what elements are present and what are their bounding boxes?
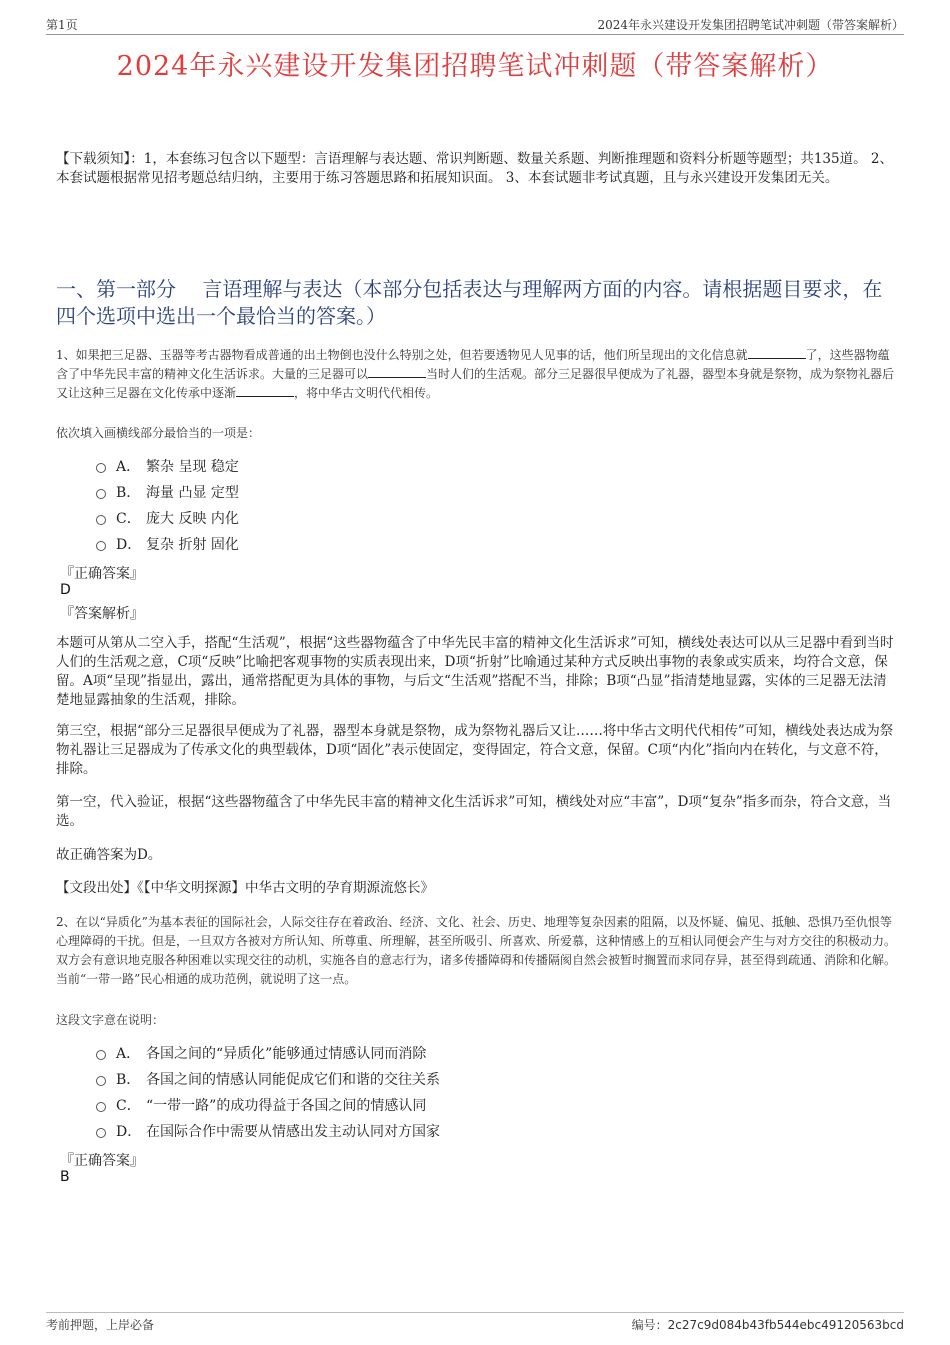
page-header (46, 14, 904, 35)
correct-answer-label: 『正确答案』 (60, 1153, 144, 1169)
source-citation: 【文段出处】《【中华文明探源】中华古文明的孕育期源流悠长》 (56, 880, 434, 896)
option-c[interactable]: C． 庞大 反映 内化 (96, 505, 239, 531)
option-a[interactable]: A． 各国之间的“异质化”能够通过情感认同而消除 (96, 1040, 440, 1066)
option-d[interactable]: D． 在国际合作中需要从情感出发主动认同对方国家 (96, 1118, 440, 1144)
option-a[interactable]: A． 繁杂 呈现 稳定 (96, 453, 239, 479)
section-heading: 一、第一部分 言语理解与表达（本部分包括表达与理解两方面的内容。请根据题目要求，在四个选项中选出一个最恰当的答案。） (56, 277, 883, 328)
radio-icon[interactable] (96, 1050, 106, 1060)
option-d[interactable]: D． 复杂 折射 固化 (96, 531, 239, 557)
option-b[interactable]: B． 海量 凸显 定型 (96, 479, 239, 505)
question-2-text: 2、在以“异质化”为基本表征的国际社会，人际交往存在着政治、经济、文化、社会、历史、地理等复杂因素的阻隔，以及怀疑、偏见、抵触、恐惧乃至仇恨等心理障碍的干扰。但是，一旦双方各被对方所认知、所尊重、所理解，甚至所吸引、所喜欢、所爱慕，这种情感上的互相认同便会产生与对方交往的积极动力。双方会有意识地克服各种困难以实现交往的动机，实施各自的意志行为，诸多传播障碍和传播隔阂自然会被暂时搁置而求同存异，甚至得到疏通、消除和化解。当前“一带一路”民心相通的成功范例，就说明了这一点。 (56, 915, 897, 986)
correct-answer-value: D (60, 582, 71, 598)
answer-blank (236, 384, 294, 397)
correct-answer-value: B (60, 1169, 70, 1185)
radio-icon[interactable] (96, 1076, 106, 1086)
analysis-paragraph: 第三空，根据“部分三足器很早便成为了礼器，器型本身就是祭物，成为祭物礼器后又让……将中华古文明代代相传”可知，横线处表达成为祭物礼器让三足器成为了传承文化的典型载体，D项“固化”表示使固定，变得固定，符合文意，保留。C项“内化”指向内在转化，与文意不符，排除。 (56, 723, 894, 777)
analysis-label: 『答案解析』 (60, 606, 144, 622)
analysis-paragraph: 本题可从第从二空入手，搭配“生活观”，根据“这些器物蕴含了中华先民丰富的精神文化生活诉求”可知，横线处表达可以从三足器中看到当时人们的生活观之意，C项“反映”比喻把客观事物的实质表现出来，D项“折射”比喻通过某种方式反映出事物的表象或实质来，均符合文意，保留。A项“呈现”指显出，露出，通常搭配更为具体的事物，与后文“生活观”搭配不当，排除；B项“凸显”指清楚地显露，实体的三足器无法清楚地显露抽象的生活观，排除。 (56, 635, 894, 708)
header-doc-title: 2024年永兴建设开发集团招聘笔试冲刺题（带答案解析） (597, 18, 904, 32)
answer-blank (368, 365, 426, 378)
page-number: 第1页 (46, 18, 78, 32)
analysis-conclusion: 故正确答案为D。 (56, 847, 162, 863)
radio-icon[interactable] (96, 1102, 106, 1112)
download-notice: 【下载须知】：1，本套练习包含以下题型：言语理解与表达题、常识判断题、数量关系题、判断推理题和资料分析题等题型；共135道。 2、本套试题根据常见招考题总结归纳，主要用于练习答题思路和拓展知识面。 3、本套试题非考试真题，且与永兴建设开发集团无关。 (56, 151, 893, 186)
question-2-lead: 这段文字意在说明： (56, 1013, 165, 1027)
radio-icon[interactable] (96, 541, 106, 551)
answer-blank (748, 346, 806, 359)
correct-answer-label: 『正确答案』 (60, 566, 144, 582)
question-1-text: 1、如果把三足器、玉器等考古器物看成普通的出土物倒也没什么特别之处，但若要透物见人见事的话，他们所呈现出的文化信息就 了，这些器物蕴含了中华先民丰富的精神文化生活诉求。大量的三足器可以 当时人们的生活观。部分三足器很早便成为了礼器，器型本身就是祭物，成为祭物礼器后又让这种三足器在文化传承中逐渐 ，将中华古文明代代相传。 (56, 348, 895, 400)
question-2-options (96, 1040, 440, 1144)
document-title: 2024年永兴建设开发集团招聘笔试冲刺题（带答案解析） (116, 51, 834, 82)
question-1-lead: 依次填入画横线部分最恰当的一项是： (56, 426, 261, 440)
radio-icon[interactable] (96, 515, 106, 525)
page-footer (46, 1312, 904, 1333)
radio-icon[interactable] (96, 1128, 106, 1138)
document-code: 编号：2c27c9d084b43fb544ebc49120563bcd (631, 1318, 904, 1332)
radio-icon[interactable] (96, 463, 106, 473)
question-1-options (96, 453, 239, 557)
option-b[interactable]: B． 各国之间的情感认同能促成它们和谐的交往关系 (96, 1066, 440, 1092)
analysis-paragraph: 第一空，代入验证，根据“这些器物蕴含了中华先民丰富的精神文化生活诉求”可知，横线处对应“丰富”，D项“复杂”指多而杂，符合文意，当选。 (56, 794, 892, 829)
option-c[interactable]: C． “一带一路”的成功得益于各国之间的情感认同 (96, 1092, 440, 1118)
footer-slogan: 考前押题，上岸必备 (46, 1318, 155, 1332)
radio-icon[interactable] (96, 489, 106, 499)
